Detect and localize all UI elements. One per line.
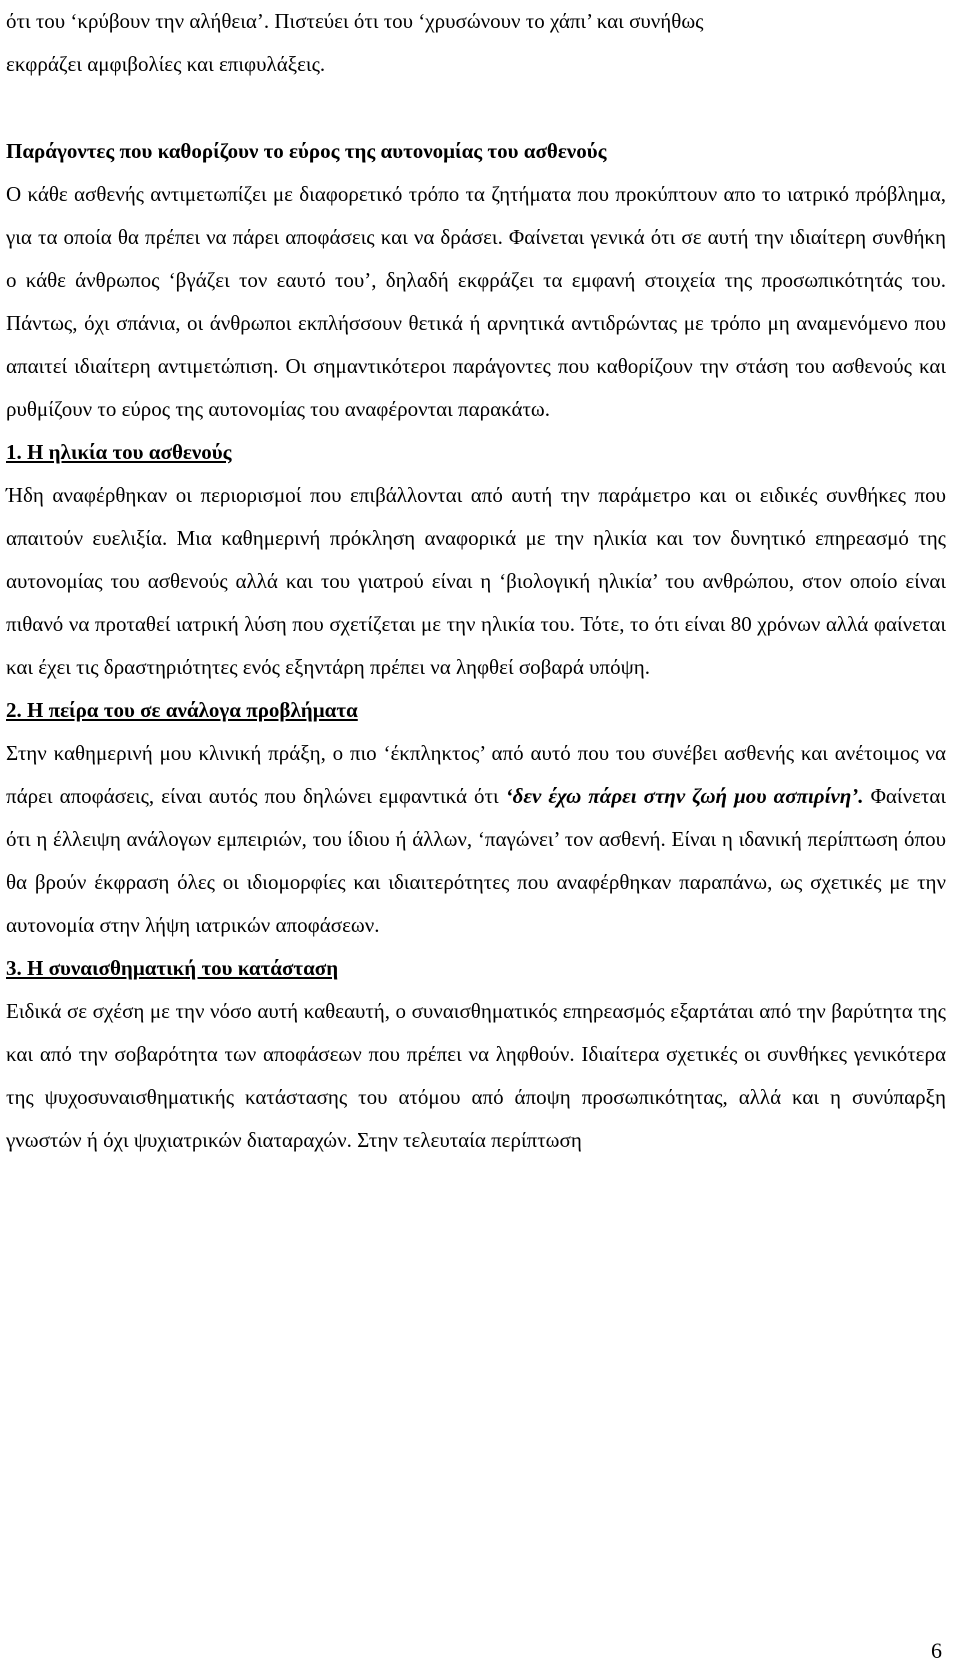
factor-1-paragraph: Ήδη αναφέρθηκαν οι περιορισμοί που επιβάλλονται από αυτή την παράμετρο και οι ειδικές συνθήκες που απαιτούν ευελιξία. Μια καθημερινή πρόκληση αναφορικά με την ηλικία και τον δυνητικό επηρεασμό της αυτονομίας του ασθενούς αλλά και του γιατρού είναι η ‘βιολογική ηλικία’ του ανθρώπου, στον οποίο είναι πιθανό να προταθεί ιατρική λύση που σχετίζεται με την ηλικία του. Τότε, το ότι είναι 80 χρόνων αλλά φαίνεται και έχει τις δραστηριότητες ενός εξηντάρη πρέπει να ληφθεί σοβαρά υπόψη. bbox=[6, 483, 946, 679]
factor-3-paragraph: Ειδικά σε σχέση με την νόσο αυτή καθεαυτή, ο συναισθηματικός επηρεασμός εξαρτάται από την βαρύτητα της και από την σοβαρότητα των αποφάσεων που πρέπει να ληφθούν. Ιδιαίτερα σχετικές οι συνθήκες γενικότερα της ψυχοσυναισθηματικής κατάστασης του ατόμου από άποψη προσωπικότητας, αλλά και η συνύπαρξη γνωστών ή όχι ψυχιατρικών διαταραχών. Στην τελευταία περίπτωση bbox=[6, 999, 946, 1152]
page-number: 6 bbox=[931, 1638, 942, 1663]
factor-2-paragraph bbox=[6, 732, 946, 947]
intro-line-2: εκφράζει αμφιβολίες και επιφυλάξεις. bbox=[6, 52, 326, 76]
factor-1-heading: 1. Η ηλικία του ασθενούς bbox=[6, 440, 232, 464]
intro-line-1: ότι του ‘κρύβουν την αλήθεια’. Πιστεύει ότι του ‘χρυσώνουν το χάπι’ και συνήθως bbox=[6, 9, 704, 33]
intro-paragraph bbox=[6, 0, 946, 86]
section-heading: Παράγοντες που καθορίζουν το εύρος της αυτονομίας του ασθενούς bbox=[6, 139, 607, 163]
factors-section bbox=[6, 130, 946, 1162]
factor-2-text-before: Στην καθημερινή μου κλινική πράξη, ο πιο ‘έκπληκτος’ από αυτό που του συνέβει ασθενής και ανέτοιμος να πάρει αποφάσεις, είναι αυτός που δηλώνει εμφαντικά ότι bbox=[6, 741, 946, 808]
section-paragraph: Ο κάθε ασθενής αντιμετωπίζει με διαφορετικό τρόπο τα ζητήματα που προκύπτουν απο το ιατρικό πρόβλημα, για τα οποία θα πρέπει να πάρει αποφάσεις και να δράσει. Φαίνεται γενικά ότι σε αυτή την ιδιαίτερη συνθήκη ο κάθε άνθρωπος ‘βγάζει τον εαυτό του’, δηλαδή εκφράζει τα εμφανή στοιχεία της προσωπικότητάς του. Πάντως, όχι σπάνια, οι άνθρωποι εκπλήσσουν θετικά ή αρνητικά αντιδρώντας με τρόπο μη αναμενόμενο που απαιτεί ιδιαίτερη αντιμετώπιση. Οι σημαντικότεροι παράγοντες που καθορίζουν την στάση του ασθενούς και ρυθμίζουν το εύρος της αυτονομίας του αναφέρονται παρακάτω. bbox=[6, 182, 946, 421]
factor-2-text-after: Φαίνεται ότι η έλλειψη ανάλογων εμπειριών, του ίδιου ή άλλων, ‘παγώνει’ τον ασθενή. Είναι η ιδανική περίπτωση όπου θα βρούν έκφραση όλες οι ιδιομορφίες και ιδιαιτερότητες που αναφέρθηκαν παραπάνω, ως σχετικές με την αυτονομία στην λήψη ιατρικών αποφάσεων. bbox=[6, 784, 946, 937]
factor-3-heading: 3. Η συναισθηματική του κατάσταση bbox=[6, 956, 339, 980]
factor-2-quote: ‘δεν έχω πάρει στην ζωή μου ασπιρίνη’. bbox=[505, 784, 864, 808]
factor-2-heading: 2. Η πείρα του σε ανάλογα προβλήματα bbox=[6, 698, 358, 722]
